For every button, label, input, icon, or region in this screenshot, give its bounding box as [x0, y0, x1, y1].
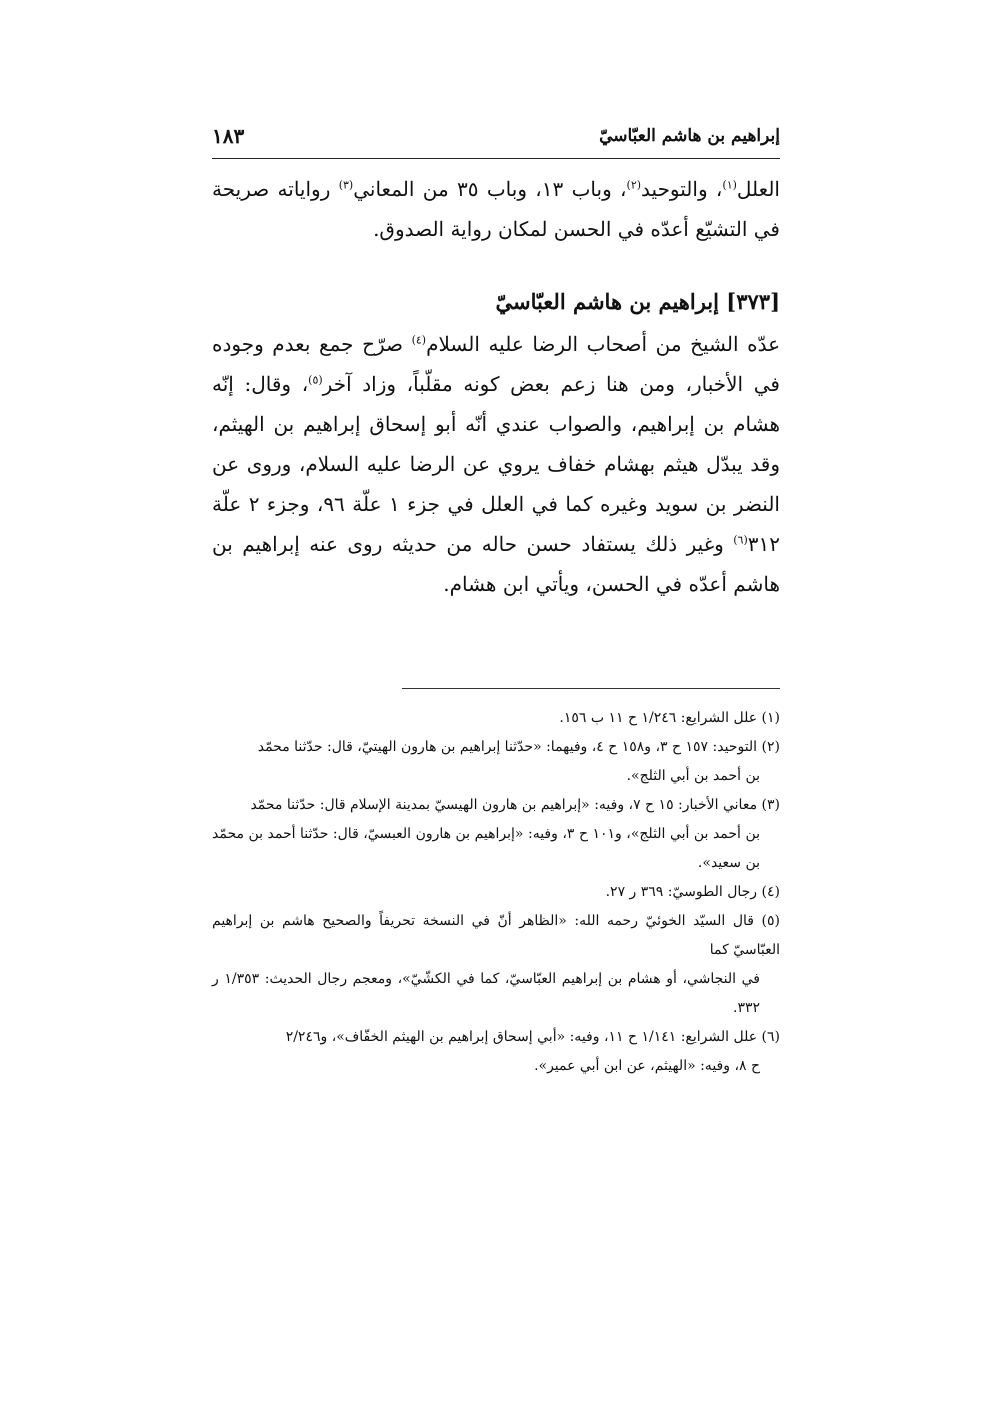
footnote-number: (٦) — [761, 1029, 780, 1045]
footnote-ref[interactable]: (٣) — [338, 178, 354, 192]
entry-text: عدّه الشيخ من أصحاب الرضا عليه السلام — [426, 332, 780, 356]
intro-text: ، وباب ١٣، وباب ٣٥ من المعاني — [353, 177, 627, 201]
footnote-item — [212, 907, 780, 1023]
footnote-ref[interactable]: (٢) — [626, 178, 642, 192]
footnote-item — [212, 704, 780, 733]
entry-text: ، وقال: إنّه هشام بن إبراهيم، والصواب عندي أنّه أبو إسحاق إبراهيم بن الهيثم، وقد يبدّل هيثم بهشام خفاف يروي عن الرضا عليه السلام، وروى عن النضر بن سويد وغيره كما في العلل في جزء ١ علّة ٩٦، وجزء ٢ علّة ٣١٢ — [212, 372, 780, 556]
footnote-text: قال السيّد الخوئيّ رحمه الله: «الظاهر أنّ في النسخة تحريفاً والصحيح هاشم بن إبراهيم العبّاسيّ كما — [212, 913, 780, 958]
entry-text: صرّح جمع بعدم وجوده في الأخبار، ومن هنا زعم بعض كونه مقلّباً، وزاد آخر — [212, 332, 780, 396]
footnote-text: التوحيد: ١٥٧ ح ٣، و١٥٨ ح ٤، وفيهما: «حدّثنا إبراهيم بن هارون الهيتيّ، قال: حدّثنا محمّد — [257, 739, 758, 755]
footnote-divider — [402, 688, 780, 689]
header-title: إبراهيم بن هاشم العبّاسيّ — [599, 126, 780, 146]
footnote-continuation: ح ٨، وفيه: «الهيثم، عن ابن أبي عمير». — [534, 1058, 760, 1074]
footnote-ref[interactable]: (٥) — [308, 373, 323, 387]
entry-paragraph — [212, 324, 780, 604]
footnote-text: علل الشرايع: ١/٢٤٦ ح ١١ ب ١٥٦. — [559, 710, 758, 726]
footnote-ref[interactable]: (٤) — [411, 333, 427, 347]
footnotes-list — [212, 704, 780, 1081]
footnote-text: رجال الطوسيّ: ٣٦٩ ر ٢٧. — [605, 884, 758, 900]
intro-text: ، والتوحيد — [641, 177, 723, 201]
footnote-ref[interactable]: (١) — [722, 178, 737, 192]
footnote-continuation: بن أحمد بن أبي الثلج»، و١٠١ ح ٣، وفيه: «إبراهيم بن هارون العبسيّ، قال: حدّثنا أحمد بن محمّد بن سعيد». — [212, 826, 761, 871]
footnote-item — [212, 878, 780, 907]
footnote-item — [212, 1023, 780, 1081]
footnote-number: (٢) — [761, 739, 780, 755]
intro-paragraph — [212, 169, 780, 249]
intro-text: رواياته صريحة في التشيّع أعدّه في الحسن لمكان رواية الصدوق. — [212, 177, 780, 241]
entry-heading: [٣٧٣] إبراهيم بن هاشم العبّاسيّ — [495, 289, 780, 314]
page-number: ١٨٣ — [212, 124, 245, 148]
footnote-ref[interactable]: (٦) — [733, 533, 748, 547]
footnote-number: (٤) — [761, 884, 780, 900]
running-header — [212, 118, 780, 159]
footnote-text: علل الشرايع: ١/١٤١ ح ١١، وفيه: «أبي إسحاق إبراهيم بن الهيثم الخفّاف»، و٢/٢٤٦ — [285, 1029, 758, 1045]
footnote-item — [212, 733, 780, 791]
footnote-continuation: بن أحمد بن أبي الثلج». — [626, 768, 760, 784]
footnote-continuation: في النجاشي، أو هشام بن إبراهيم العبّاسيّ، كما في الكشّيّ»، ومعجم رجال الحديث: ١/٣٥٣ ر ٣٣٢. — [212, 971, 761, 1016]
entry-text: وغير ذلك يستفاد حسن حاله من حديثه روى عنه إبراهيم بن هاشم أعدّه في الحسن، ويأتي ابن هشام. — [212, 532, 780, 596]
footnote-text: معاني الأخبار: ١٥ ح ٧، وفيه: «إبراهيم بن هارون الهيسيّ بمدينة الإسلام قال: حدّثنا محمّد — [250, 797, 758, 813]
intro-text: العلل — [736, 177, 780, 201]
footnote-number: (٥) — [761, 913, 780, 929]
footnote-number: (٣) — [761, 797, 780, 813]
footnote-number: (١) — [761, 710, 780, 726]
footnote-item — [212, 791, 780, 878]
